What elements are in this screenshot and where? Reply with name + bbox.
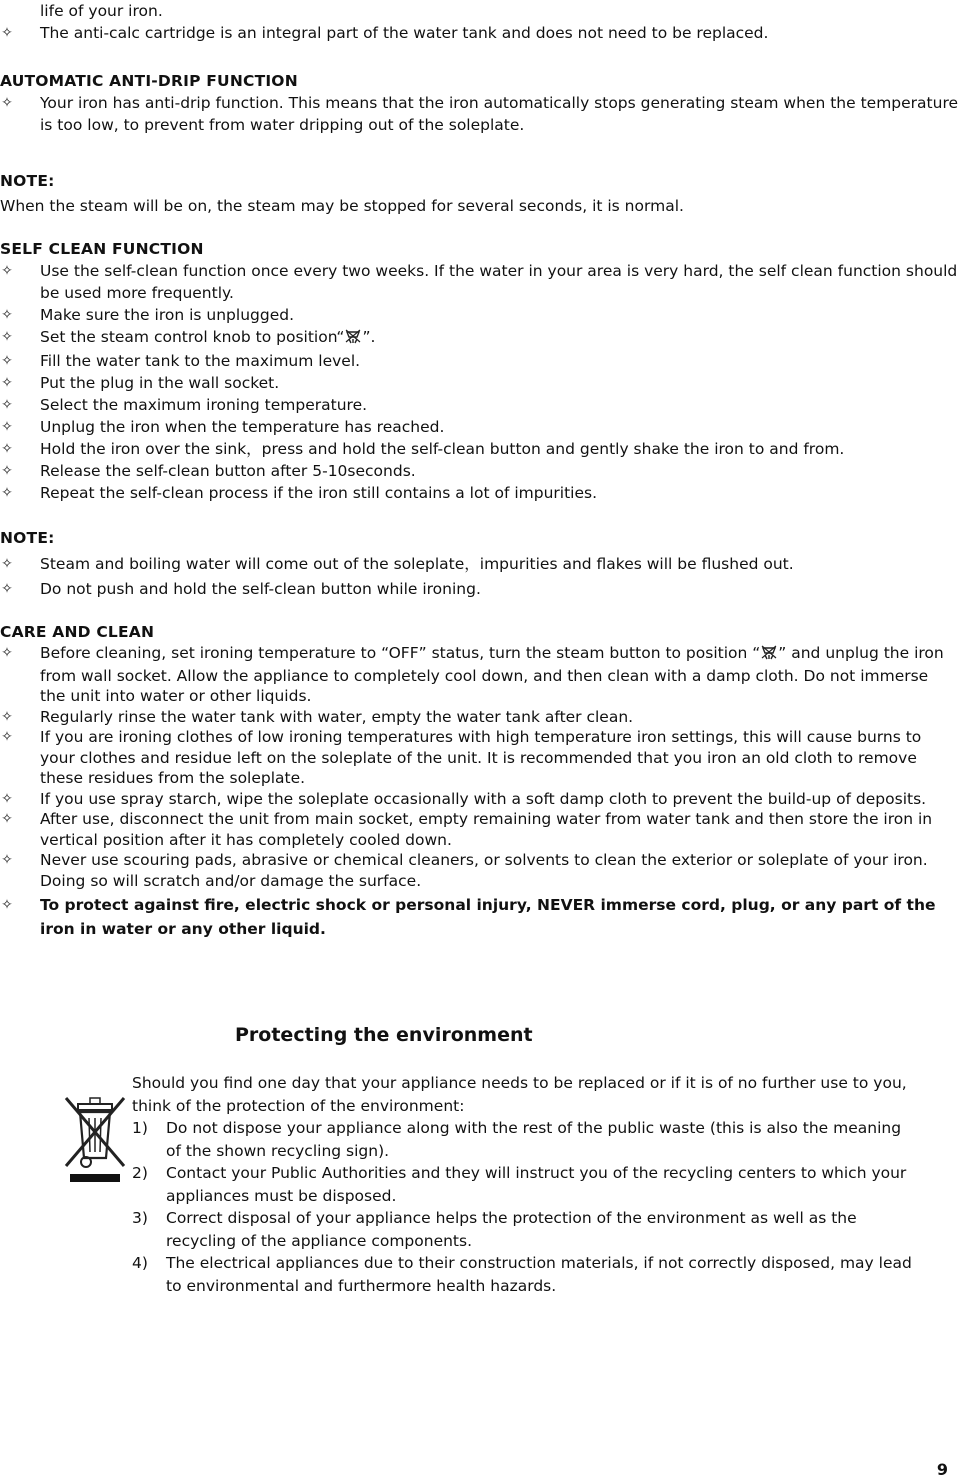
numbered-item [132,1207,912,1252]
diamond-bullet-icon: ✧ [1,485,13,501]
list-item-text: Fill the water tank to the maximum level. [40,352,361,370]
anti-drip-section [0,70,958,136]
diamond-bullet-icon: ✧ [1,397,13,413]
numbered-item [132,1162,912,1207]
note-heading: NOTE: [0,172,55,190]
list-item-text: Your iron has anti-drip function. This means that the iron automatically stops generating steam when the temperature is too low, to prevent from water dripping out of the soleplate. [40,94,959,134]
numbered-item [132,1252,912,1297]
diamond-bullet-icon: ✧ [1,95,13,111]
diamond-bullet-icon: ✧ [1,419,13,435]
note-section [0,170,958,217]
crossed-out-wheelie-bin-icon [60,1088,130,1192]
section-heading: AUTOMATIC ANTI-DRIP FUNCTION [0,72,298,90]
list-item [0,850,958,891]
list-item-text: Hold the iron over the sink，press and hold the self-clean button and gently shake the iron to and from. [40,440,845,458]
list-item [0,809,958,850]
diamond-bullet-icon: ✧ [1,581,13,597]
list-item-text: After use, disconnect the unit from main socket, empty remaining water from water tank and then store the iron in vertical position after it has completely cooled down. [40,810,933,849]
list-item-text: Regularly rinse the water tank with water, empty the water tank after clean. [40,707,634,726]
diamond-bullet-icon: ✧ [1,463,13,479]
list-item-text: Set the steam control knob to position“ [40,328,345,346]
list-item-text: Use the self-clean function once every two weeks. If the water in your area is very hard, the self clean function should be used more frequently. [40,262,958,302]
list-item-text: Repeat the self-clean process if the iron still contains a lot of impurities. [40,484,597,502]
diamond-bullet-icon: ✧ [1,353,13,369]
list-item [0,553,958,575]
list-item [0,460,958,482]
list-item-text: Never use scouring pads, abrasive or chemical cleaners, or solvents to clean the exterior or soleplate of your iron. Doing so will scratch and/or damage the surface. [40,851,928,890]
diamond-bullet-icon: ✧ [1,790,13,807]
diamond-bullet-icon: ✧ [1,645,13,661]
diamond-bullet-icon: ✧ [1,708,13,725]
list-item [0,350,958,372]
list-item [0,707,958,728]
list-item [0,260,958,304]
section-heading: SELF CLEAN FUNCTION [0,240,204,258]
diamond-bullet-icon: ✧ [1,329,13,345]
list-item-text: Do not push and hold the self-clean button while ironing. [40,580,481,598]
list-item [0,304,958,326]
note-section [0,527,958,600]
list-item [0,416,958,438]
list-item [0,643,958,707]
continued-line: life of your iron. [40,2,163,20]
item-number: 3) [132,1209,148,1227]
list-item [0,727,958,789]
list-item [0,482,958,504]
list-item-text: The anti-calc cartridge is an integral part of the water tank and does not need to be replaced. [40,24,769,42]
numbered-item [132,1117,912,1162]
list-item-text: Make sure the iron is unplugged. [40,306,294,324]
steam-position-icon [761,645,777,666]
page-number: 9 [936,1460,948,1479]
section-heading: CARE AND CLEAN [0,623,155,641]
list-item-text: Steam and boiling water will come out of the soleplate，impurities and flakes will be flushed out. [40,555,794,573]
item-text: Correct disposal of your appliance helps the protection of the environment as well as the recycling of the appliance components. [166,1209,857,1250]
diamond-bullet-icon: ✧ [1,897,13,913]
care-clean-section [0,621,958,941]
top-continuation [0,0,958,44]
diamond-bullet-icon: ✧ [1,729,13,745]
diamond-bullet-icon: ✧ [1,811,13,827]
list-item-text: ” and unplug the iron from wall socket. Allow the appliance to completely cool down, and then clean with a damp cloth. Do not immerse the unit into water or other liquids. [40,644,944,705]
list-item [0,372,958,394]
diamond-bullet-icon: ✧ [1,852,13,868]
item-number: 4) [132,1254,148,1272]
warning-text: To protect against fire, electric shock or personal injury, NEVER immerse cord, plug, or any part of the iron in water or any other liquid. [40,896,936,938]
item-text: Contact your Public Authorities and they will instruct you of the recycling centers to which your appliances must be disposed. [166,1164,907,1205]
steam-position-icon [345,328,361,350]
list-item-text: Before cleaning, set ironing temperature to “OFF” status, turn the steam button to position “ [40,644,761,662]
list-item-text: Put the plug in the wall socket. [40,374,280,392]
list-item-text: Release the self-clean button after 5-10seconds. [40,462,416,480]
list-item [0,789,958,810]
note-heading: NOTE: [0,529,55,547]
list-item-text: ”. [362,328,376,346]
list-item-text: If you are ironing clothes of low ironing temperatures with high temperature iron settings, this will cause burns to your clothes and residue left on the soleplate of the unit. It is recommended that you iron an old cloth to remove these residues from the soleplate. [40,728,922,787]
list-item [0,22,958,44]
item-number: 1) [132,1119,148,1137]
note-text: When the steam will be on, the steam may be stopped for several seconds, it is normal. [0,197,684,215]
diamond-bullet-icon: ✧ [1,441,13,457]
list-item [0,394,958,416]
item-number: 2) [132,1164,148,1182]
environment-title: Protecting the environment [235,1024,533,1046]
list-item [0,326,958,350]
diamond-bullet-icon: ✧ [1,263,13,279]
item-text: The electrical appliances due to their construction materials, if not correctly disposed, may lead to environmental and furthermore health hazards. [166,1254,912,1295]
list-item [0,578,958,600]
list-item-text: Select the maximum ironing temperature. [40,396,368,414]
diamond-bullet-icon: ✧ [1,307,13,323]
diamond-bullet-icon: ✧ [1,556,13,572]
list-item-text: If you use spray starch, wipe the soleplate occasionally with a soft damp cloth to prevent the build-up of deposits. [40,789,927,808]
self-clean-section [0,238,958,504]
environment-text [132,1072,912,1297]
item-text: Do not dispose your appliance along with the rest of the public waste (this is also the meaning of the shown recycling sign). [166,1119,902,1160]
list-item [0,92,958,136]
list-item-text: Unplug the iron when the temperature has reached. [40,418,445,436]
diamond-bullet-icon: ✧ [1,25,13,41]
warning-item [0,893,958,941]
environment-intro: Should you find one day that your appliance needs to be replaced or if it is of no further use to you, think of the protection of the environment: [132,1074,907,1115]
list-item [0,438,958,460]
diamond-bullet-icon: ✧ [1,375,13,391]
